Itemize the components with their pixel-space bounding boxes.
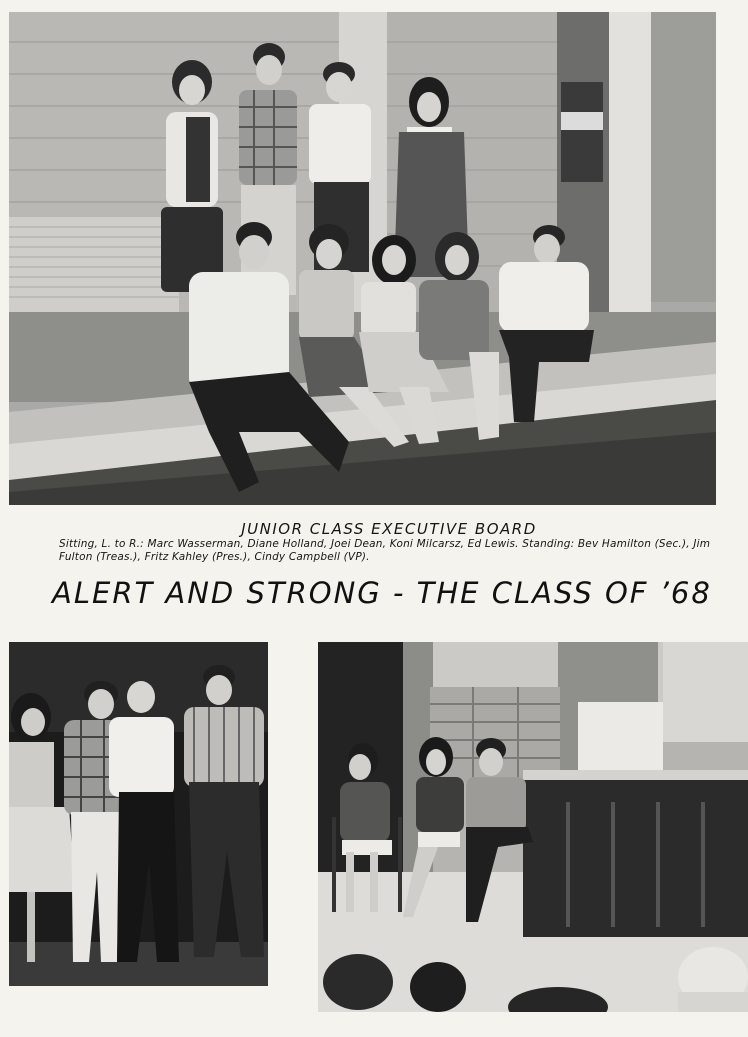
classroom-meeting-photo: [318, 642, 748, 1012]
students-standing-photo: [9, 642, 268, 986]
page-headline: ALERT AND STRONG - THE CLASS OF ’68: [52, 576, 712, 610]
caption-title: JUNIOR CLASS EXECUTIVE BOARD: [241, 520, 537, 538]
executive-board-photo: [9, 12, 716, 505]
caption-names: Sitting, L. to R.: Marc Wasserman, Diane Holland, Joei Dean, Koni Milcarsz, Ed Lewis. Standing: Bev Hamilton (Sec.), Jim Fulton (Treas.), Fritz Kahley (Pres.), Cindy Campbell (VP).: [59, 538, 711, 563]
